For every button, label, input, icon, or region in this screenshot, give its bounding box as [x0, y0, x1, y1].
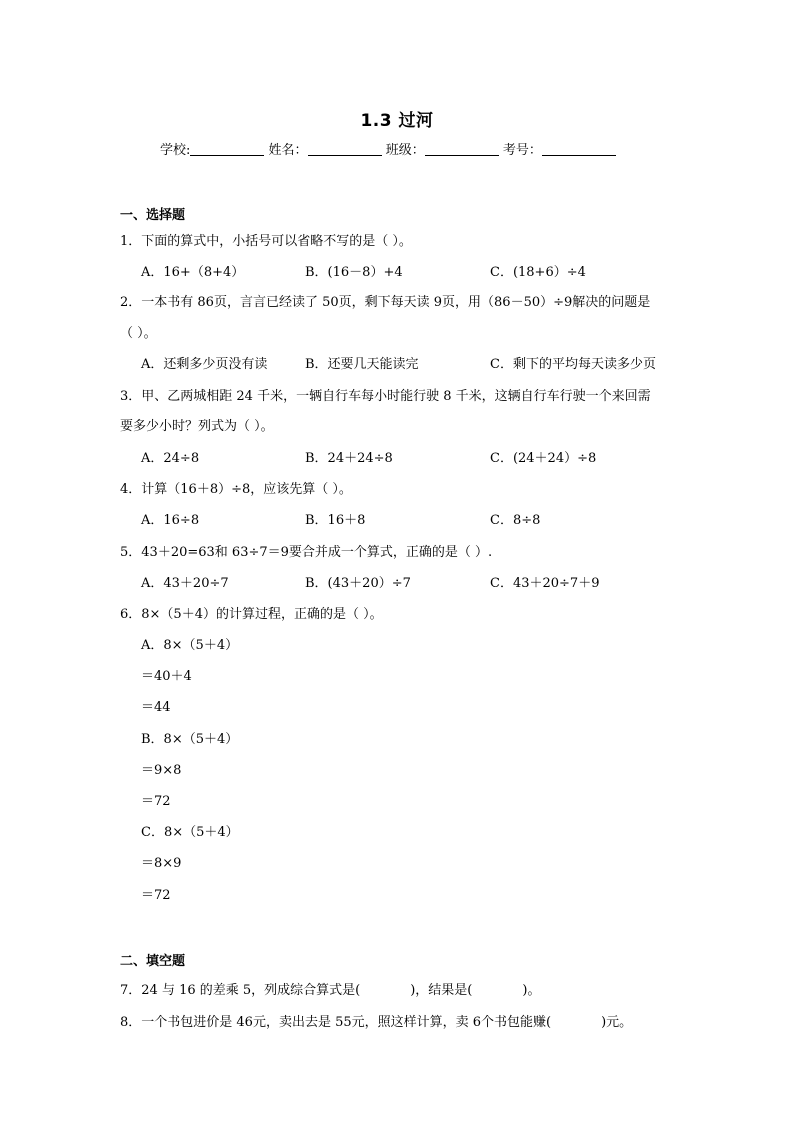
question-6-option-b-step-1: ＝9×8 — [141, 763, 182, 778]
question-5-option-c[interactable]: C．43＋20÷7＋9 — [490, 576, 600, 591]
question-2-text-line1: 2．一本书有 86页，言言已经读了 50页，剩下每天读 9页，用（86－50）÷9解决的问题是 — [120, 295, 651, 310]
name-label: 姓名： — [268, 143, 308, 158]
student-info-row — [160, 139, 640, 158]
question-6-option-a-step-2: ＝44 — [141, 700, 171, 715]
question-7-text-part1: 7．24 与 16 的差乘 5，列成综合算式是( — [120, 983, 361, 998]
section-fill-title: 二、填空题 — [120, 954, 186, 969]
question-6-option-c-step-1: ＝8×9 — [141, 856, 182, 871]
question-2-text-line2: （ ）。 — [120, 326, 157, 341]
question-5-option-a[interactable]: A．43＋20÷7 — [141, 576, 229, 591]
name-blank[interactable] — [308, 142, 382, 156]
exam-no-blank[interactable] — [542, 142, 616, 156]
question-8-text-part1: 8．一个书包进价是 46元，卖出去是 55元，照这样计算，卖 6个书包能赚( — [120, 1015, 552, 1030]
question-6-option-a-step-1: ＝40＋4 — [141, 669, 192, 684]
page-title: 1.3 过河 — [360, 111, 434, 131]
question-6-option-c-step-2: ＝72 — [141, 888, 171, 903]
question-7-text-part3: )。 — [522, 983, 541, 998]
question-6-option-a[interactable]: A．8×（5＋4） — [141, 638, 239, 653]
question-1-text: 1．下面的算式中，小括号可以省略不写的是（ ）。 — [120, 234, 412, 249]
question-1-option-b[interactable]: B．(16－8）+4 — [305, 265, 403, 280]
question-8 — [120, 1011, 632, 1030]
question-5-option-b[interactable]: B．(43＋20）÷7 — [305, 576, 411, 591]
question-6-option-c[interactable]: C．8×（5＋4） — [141, 825, 239, 840]
section-choice-title: 一、选择题 — [120, 208, 186, 223]
question-4-option-a[interactable]: A．16÷8 — [141, 513, 200, 528]
class-label: 班级： — [385, 143, 425, 158]
question-2-option-c[interactable]: C．剩下的平均每天读多少页 — [490, 357, 656, 372]
question-4-text: 4．计算（16＋8）÷8，应该先算（ ）。 — [120, 482, 352, 497]
question-1-option-a[interactable]: A．16+（8+4） — [141, 265, 245, 280]
question-7 — [120, 979, 540, 998]
question-4-option-b[interactable]: B．16＋8 — [305, 513, 366, 528]
school-label: 学校: — [160, 143, 191, 158]
question-3-option-b[interactable]: B．24＋24÷8 — [305, 451, 393, 466]
exam-no-label: 考号： — [502, 143, 542, 158]
question-1-option-c[interactable]: C．(18+6）÷4 — [490, 265, 586, 280]
question-2-option-a[interactable]: A．还剩多少页没有读 — [141, 357, 268, 372]
class-blank[interactable] — [425, 142, 499, 156]
question-4-option-c[interactable]: C．8÷8 — [490, 513, 541, 528]
question-6-text: 6．8×（5＋4）的计算过程，正确的是（ ）。 — [120, 607, 383, 622]
question-8-text-part2: )元。 — [601, 1015, 633, 1030]
question-3-text-line2: 要多少小时？列式为（ ）。 — [120, 419, 274, 434]
question-7-text-part2: )，结果是( — [410, 983, 473, 998]
question-3-text-line1: 3．甲、乙两城相距 24 千米，一辆自行车每小时能行驶 8 千米，这辆自行车行驶一个来回需 — [120, 389, 651, 404]
school-blank[interactable] — [190, 142, 264, 156]
question-6-option-b[interactable]: B．8×（5＋4） — [141, 732, 239, 747]
question-3-option-c[interactable]: C．(24＋24）÷8 — [490, 451, 597, 466]
question-5-text: 5．43＋20=63和 63÷7＝9要合并成一个算式，正确的是（ ）. — [120, 545, 493, 560]
question-2-option-b[interactable]: B．还要几天能读完 — [305, 357, 419, 372]
question-6-option-b-step-2: ＝72 — [141, 794, 171, 809]
question-3-option-a[interactable]: A．24÷8 — [141, 451, 200, 466]
